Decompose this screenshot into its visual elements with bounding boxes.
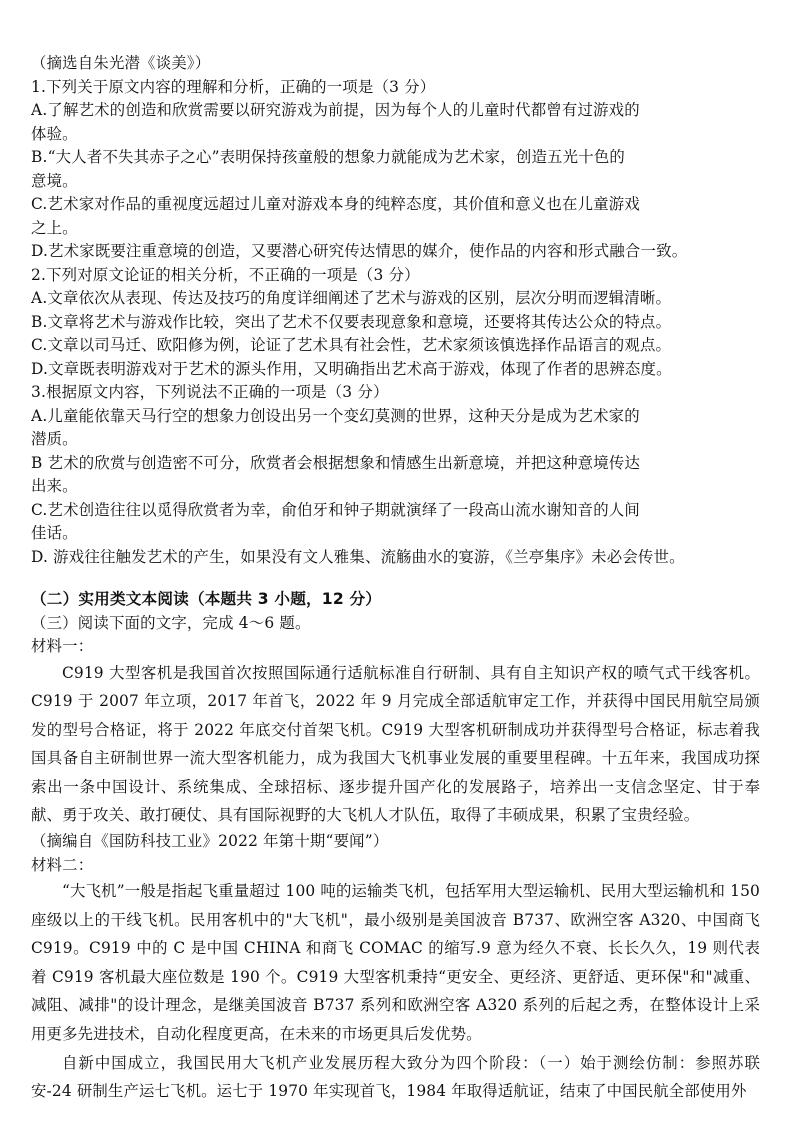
question-3-option-b: B 艺术的欣赏与创造密不可分，欣赏者会根据想象和情感生出新意境，并把这种意境传达 <box>31 453 641 472</box>
question-1-option-c-cont: 之上。 <box>31 218 78 237</box>
question-1-stem: 1.下列关于原文内容的理解和分析，正确的一项是（3 分） <box>31 77 436 96</box>
question-3-option-a-cont: 潜质。 <box>31 430 78 448</box>
section-instruction: （三）阅读下面的文字，完成 4～6 题。 <box>31 613 311 632</box>
question-1-option-d: D.艺术家既要注重意境的创造，又要潜心研究传达情思的媒介，使作品的内容和形式融合一致。 <box>31 242 688 260</box>
question-1-option-a: A.了解艺术的创造和欣赏需要以研究游戏为前提，因为每个人的儿童时代都曾有过游戏的 <box>31 101 640 119</box>
question-1-option-b-cont: 意境。 <box>31 171 78 190</box>
question-3 <box>31 381 760 569</box>
material-2-paragraph-2: 自新中国成立，我国民用大飞机产业发展历程大致分为四个阶段：（一）始于测绘仿制：参照苏联安-24 研制生产运七飞机。运七于 1970 年实现首飞，1984 年取得适航证，结束了中国民航全部使用外 <box>31 1053 760 1101</box>
question-1-option-a-cont: 体验。 <box>31 124 78 143</box>
section-gap <box>31 569 760 588</box>
question-3-option-c: C.艺术创造往往以觅得欣赏者为幸，俞伯牙和钟子期就演绎了一段高山流水谢知音的人间 <box>31 500 640 519</box>
material-1-source: （摘编自《国防科技工业》2022 年第十期“要闻”） <box>31 832 389 851</box>
question-2-option-a: A.文章依次从表现、传达及技巧的角度详细阐述了艺术与游戏的区别，层次分明而逻辑清晰。 <box>31 289 672 307</box>
material-1-label: 材料一： <box>31 637 94 655</box>
material-1-paragraph: C919 大型客机是我国首次按照国际通行适航标准自行研制、具有自主知识产权的喷气式干线客机。C919 于 2007 年立项，2017 年首飞，2022 年 9 月完成全部适航审定工作，并获得中国民用航空局颁发的型号合格证，将于 2022 年底交付首架飞机。C919 大型客机研制成功并获得型号合格证，标志着我国具备自主研制世界一流大型客机能力，成为我国大飞机事业发展的重要里程碑。十五年来，我国成功探索出一条中国设计、系统集成、全球招标、逐步提升国产化的发展路子，培养出一支信念坚定、甘于奉献、勇于攻关、敢打硬仗、具有国际视野的大飞机人才队伍，取得了丰硕成果，积累了宝贵经验。 <box>31 663 760 825</box>
question-1-option-c: C.艺术家对作品的重视度远超过儿童对游戏本身的纯粹态度，其价值和意义也在儿童游戏 <box>31 195 640 213</box>
material-2-paragraph-1: “大飞机”一般是指起飞重量超过 100 吨的运输类飞机，包括军用大型运输机、民用大型运输机和 150 座级以上的干线飞机。民用客机中的"大飞机"，最小级别是美国波音 B737、欧洲空客 A320、中国商飞 C919。C919 中的 C 是中国 CHINA 和商飞 COMAC 的缩写.9 意为经久不衰、长长久久，19 则代表着 C919 客机最大座位数是 190 个。C919 大型客机秉持“更安全、更经济、更舒适、更环保"和"减重、减阻、减排"的设计理念，是继美国波音 B737 系列和欧洲空客 A320 系列的后起之秀，在整体设计上采用更多先进技术，自动化程度更高，在未来的市场更具后发优势。 <box>31 882 760 1044</box>
question-3-option-a: A.儿童能依靠天马行空的想象力创设出另一个变幻莫测的世界，这种天分是成为艺术家的 <box>31 406 640 425</box>
question-1 <box>31 76 760 264</box>
question-3-option-b-cont: 出来。 <box>31 477 78 495</box>
question-3-option-d: D. 游戏往往触发艺术的产生，如果没有文人雅集、流觞曲水的宴游，《兰亭集序》未必会传世。 <box>31 547 685 566</box>
source-note: （摘选自朱光潜《谈美》） <box>31 54 211 72</box>
question-1-option-b: B.“大人者不失其赤子之心”表明保持孩童般的想象力就能成为艺术家，创造五光十色的 <box>31 148 626 166</box>
question-2-option-b: B.文章将艺术与游戏作比较，突出了艺术不仅要表现意象和意境，还要将其传达公众的特点。 <box>31 312 672 331</box>
question-2-option-c: C.文章以司马迁、欧阳修为例，论证了艺术具有社会性，艺术家须该慎选择作品语言的观点。 <box>31 336 672 354</box>
question-2 <box>31 264 760 382</box>
question-3-stem: 3.根据原文内容，下列说法不正确的一项是（3 分） <box>31 383 389 401</box>
question-3-option-c-cont: 佳话。 <box>31 524 78 542</box>
material-2-label: 材料二： <box>31 855 94 874</box>
section-heading: （二）实用类文本阅读（本题共 3 小题，12 分） <box>31 590 382 608</box>
question-2-stem: 2.下列对原文论证的相关分析，不正确的一项是（3 分） <box>31 265 420 284</box>
section-practical-reading <box>31 588 760 1106</box>
question-2-option-d: D.文章既表明游戏对于艺术的源头作用，又明确指出艺术高于游戏，体现了作者的思辨态度。 <box>31 359 672 378</box>
